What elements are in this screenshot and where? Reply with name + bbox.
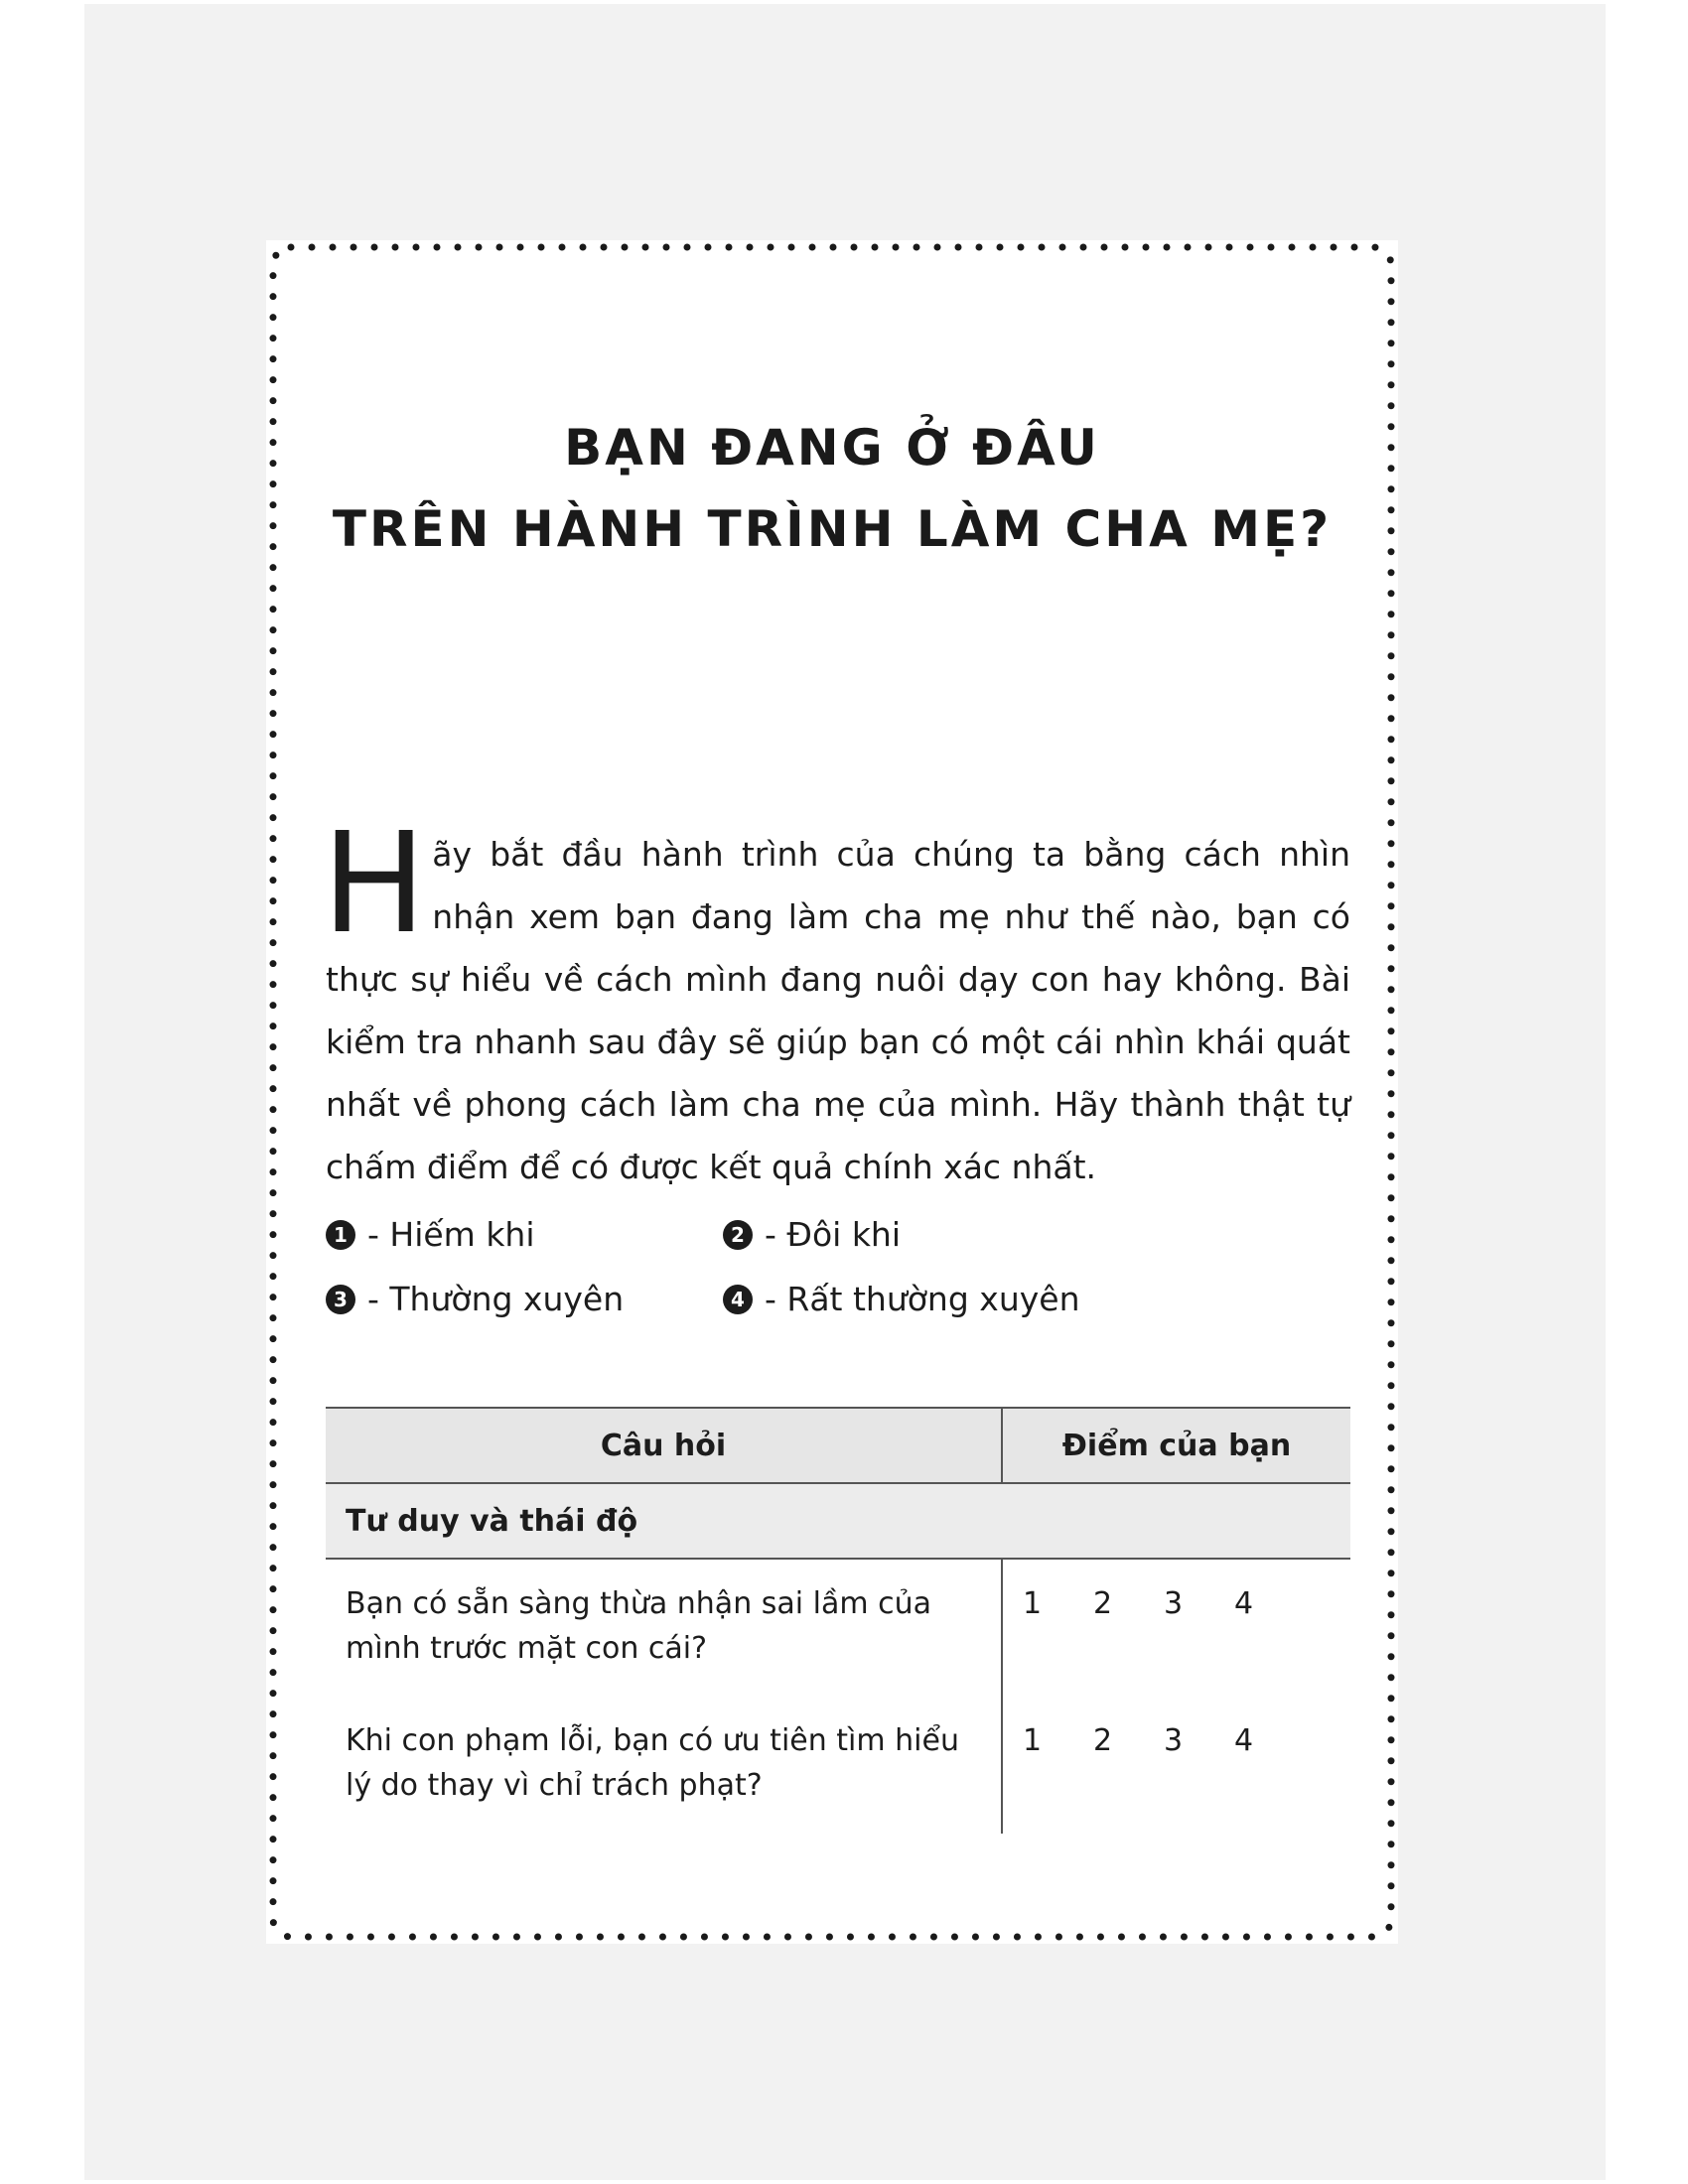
score-option[interactable]: 1 <box>1023 1586 1043 1621</box>
legend-label: - Thường xuyên <box>367 1280 625 1318</box>
score-options <box>1002 1697 1350 1834</box>
score-options <box>1002 1559 1350 1697</box>
legend-label: - Đôi khi <box>765 1215 902 1254</box>
drop-cap: H <box>322 803 427 965</box>
score-option[interactable]: 4 <box>1234 1586 1254 1621</box>
score-option[interactable]: 2 <box>1093 1586 1113 1621</box>
score-option[interactable]: 1 <box>1023 1723 1043 1758</box>
legend-item <box>326 1280 624 1318</box>
legend-item <box>326 1215 535 1254</box>
score-option[interactable]: 3 <box>1164 1586 1184 1621</box>
table-row <box>326 1697 1350 1834</box>
circled-number-icon: 2 <box>723 1220 753 1250</box>
score-option[interactable]: 3 <box>1164 1723 1184 1758</box>
header-score: Điểm của bạn <box>1002 1408 1350 1483</box>
circled-number-icon: 4 <box>723 1285 753 1314</box>
legend-label: - Hiếm khi <box>367 1215 535 1254</box>
header-question: Câu hỏi <box>326 1408 1002 1483</box>
score-table <box>326 1407 1350 1834</box>
question-cell: Bạn có sẵn sàng thừa nhận sai lầm của mình trước mặt con cái? <box>326 1559 1002 1697</box>
score-option[interactable]: 4 <box>1234 1723 1254 1758</box>
legend-item <box>723 1215 901 1254</box>
table-header-row <box>326 1408 1350 1483</box>
legend-label: - Rất thường xuyên <box>765 1280 1080 1318</box>
score-option[interactable]: 2 <box>1093 1723 1113 1758</box>
legend-item <box>723 1280 1079 1318</box>
question-cell: Khi con phạm lỗi, bạn có ưu tiên tìm hiểu lý do thay vì chỉ trách phạt? <box>326 1697 1002 1834</box>
intro-paragraph <box>322 803 1350 1198</box>
table-row <box>326 1559 1350 1697</box>
page-title-line2: TRÊN HÀNH TRÌNH LÀM CHA MẸ? <box>332 500 1333 558</box>
section-row <box>326 1483 1350 1559</box>
circled-number-icon: 3 <box>326 1285 355 1314</box>
section-title: Tư duy và thái độ <box>326 1483 1350 1559</box>
page-title-line1: BẠN ĐANG Ở ĐÂU <box>564 419 1100 477</box>
circled-number-icon: 1 <box>326 1220 355 1250</box>
book-page <box>266 240 1398 1944</box>
intro-text: ãy bắt đầu hành trình của chúng ta bằng cách nhìn nhận xem bạn đang làm cha mẹ như thế nào, bạn có thực sự hiểu về cách mình đang nuôi dạy con hay không. Bài kiểm tra nhanh sau đây sẽ giúp bạn có một cái nhìn khái quát nhất về phong cách làm cha mẹ của mình. Hãy thành thật tự chấm điểm để có được kết quả chính xác nhất. <box>326 835 1350 1186</box>
